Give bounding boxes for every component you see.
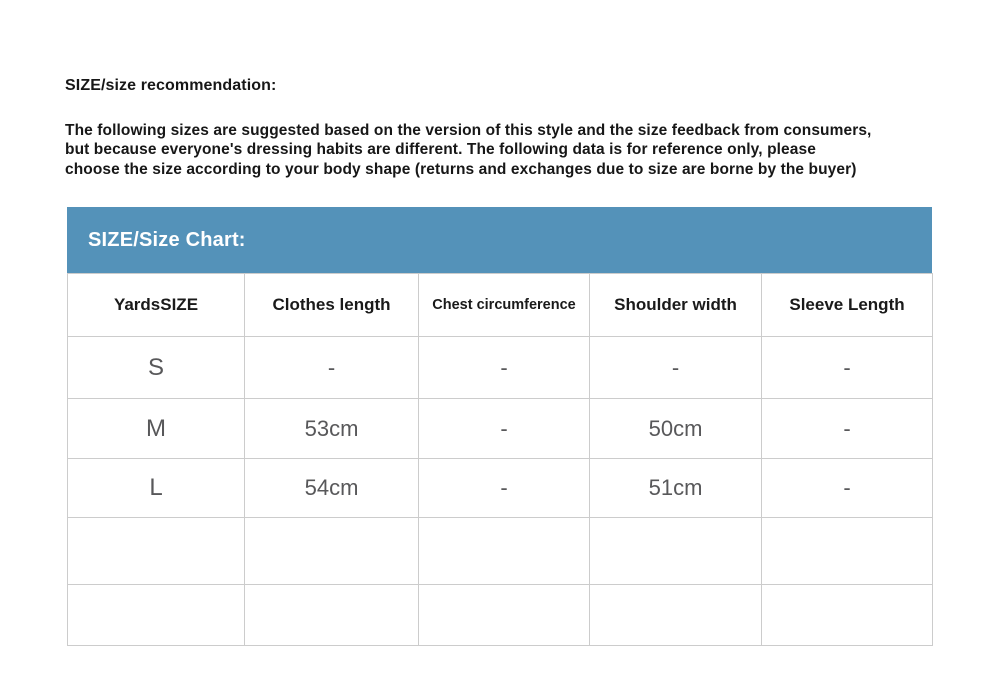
column-header-sleeve-length: Sleeve Length	[762, 274, 933, 337]
value-cell: -	[762, 337, 933, 399]
size-label-cell	[68, 585, 245, 646]
size-chart-table	[67, 273, 933, 646]
value-cell	[419, 585, 590, 646]
value-cell: -	[419, 459, 590, 518]
size-recommendation-heading: SIZE/size recommendation:	[65, 77, 277, 94]
value-cell: -	[762, 399, 933, 459]
size-recommendation-text	[65, 121, 871, 179]
column-header-clothes-length: Clothes length	[245, 274, 419, 337]
value-cell: 51cm	[590, 459, 762, 518]
description-line: choose the size according to your body shape (returns and exchanges due to size are borne by the buyer)	[65, 160, 857, 178]
table-row-s	[68, 337, 933, 399]
description-line: but because everyone's dressing habits are different. The following data is for reference only, please	[65, 141, 816, 159]
value-cell: -	[245, 337, 419, 399]
table-row-m	[68, 399, 933, 459]
size-label-cell	[68, 518, 245, 585]
table-row-empty	[68, 518, 933, 585]
value-cell: -	[419, 337, 590, 399]
size-chart-section	[67, 207, 932, 646]
value-cell: -	[762, 459, 933, 518]
column-header-shoulder-width: Shoulder width	[590, 274, 762, 337]
size-chart-title-bar	[67, 207, 932, 273]
column-header-chest-circumference: Chest circumference	[419, 274, 590, 337]
value-cell	[245, 518, 419, 585]
value-cell: 54cm	[245, 459, 419, 518]
value-cell: -	[590, 337, 762, 399]
value-cell	[590, 585, 762, 646]
size-label-cell: S	[68, 337, 245, 399]
value-cell	[419, 518, 590, 585]
value-cell	[245, 585, 419, 646]
table-row-empty	[68, 585, 933, 646]
value-cell: 50cm	[590, 399, 762, 459]
size-label-cell: M	[68, 399, 245, 459]
size-chart-title: SIZE/Size Chart:	[88, 228, 246, 251]
value-cell: -	[419, 399, 590, 459]
description-line: The following sizes are suggested based on the version of this style and the size feedback from consumers,	[65, 122, 872, 139]
value-cell	[762, 518, 933, 585]
value-cell: 53cm	[245, 399, 419, 459]
table-header-row	[68, 274, 933, 337]
value-cell	[762, 585, 933, 646]
size-label-cell: L	[68, 459, 245, 518]
value-cell	[590, 518, 762, 585]
column-header-size: YardsSIZE	[68, 274, 245, 337]
table-row-l	[68, 459, 933, 518]
